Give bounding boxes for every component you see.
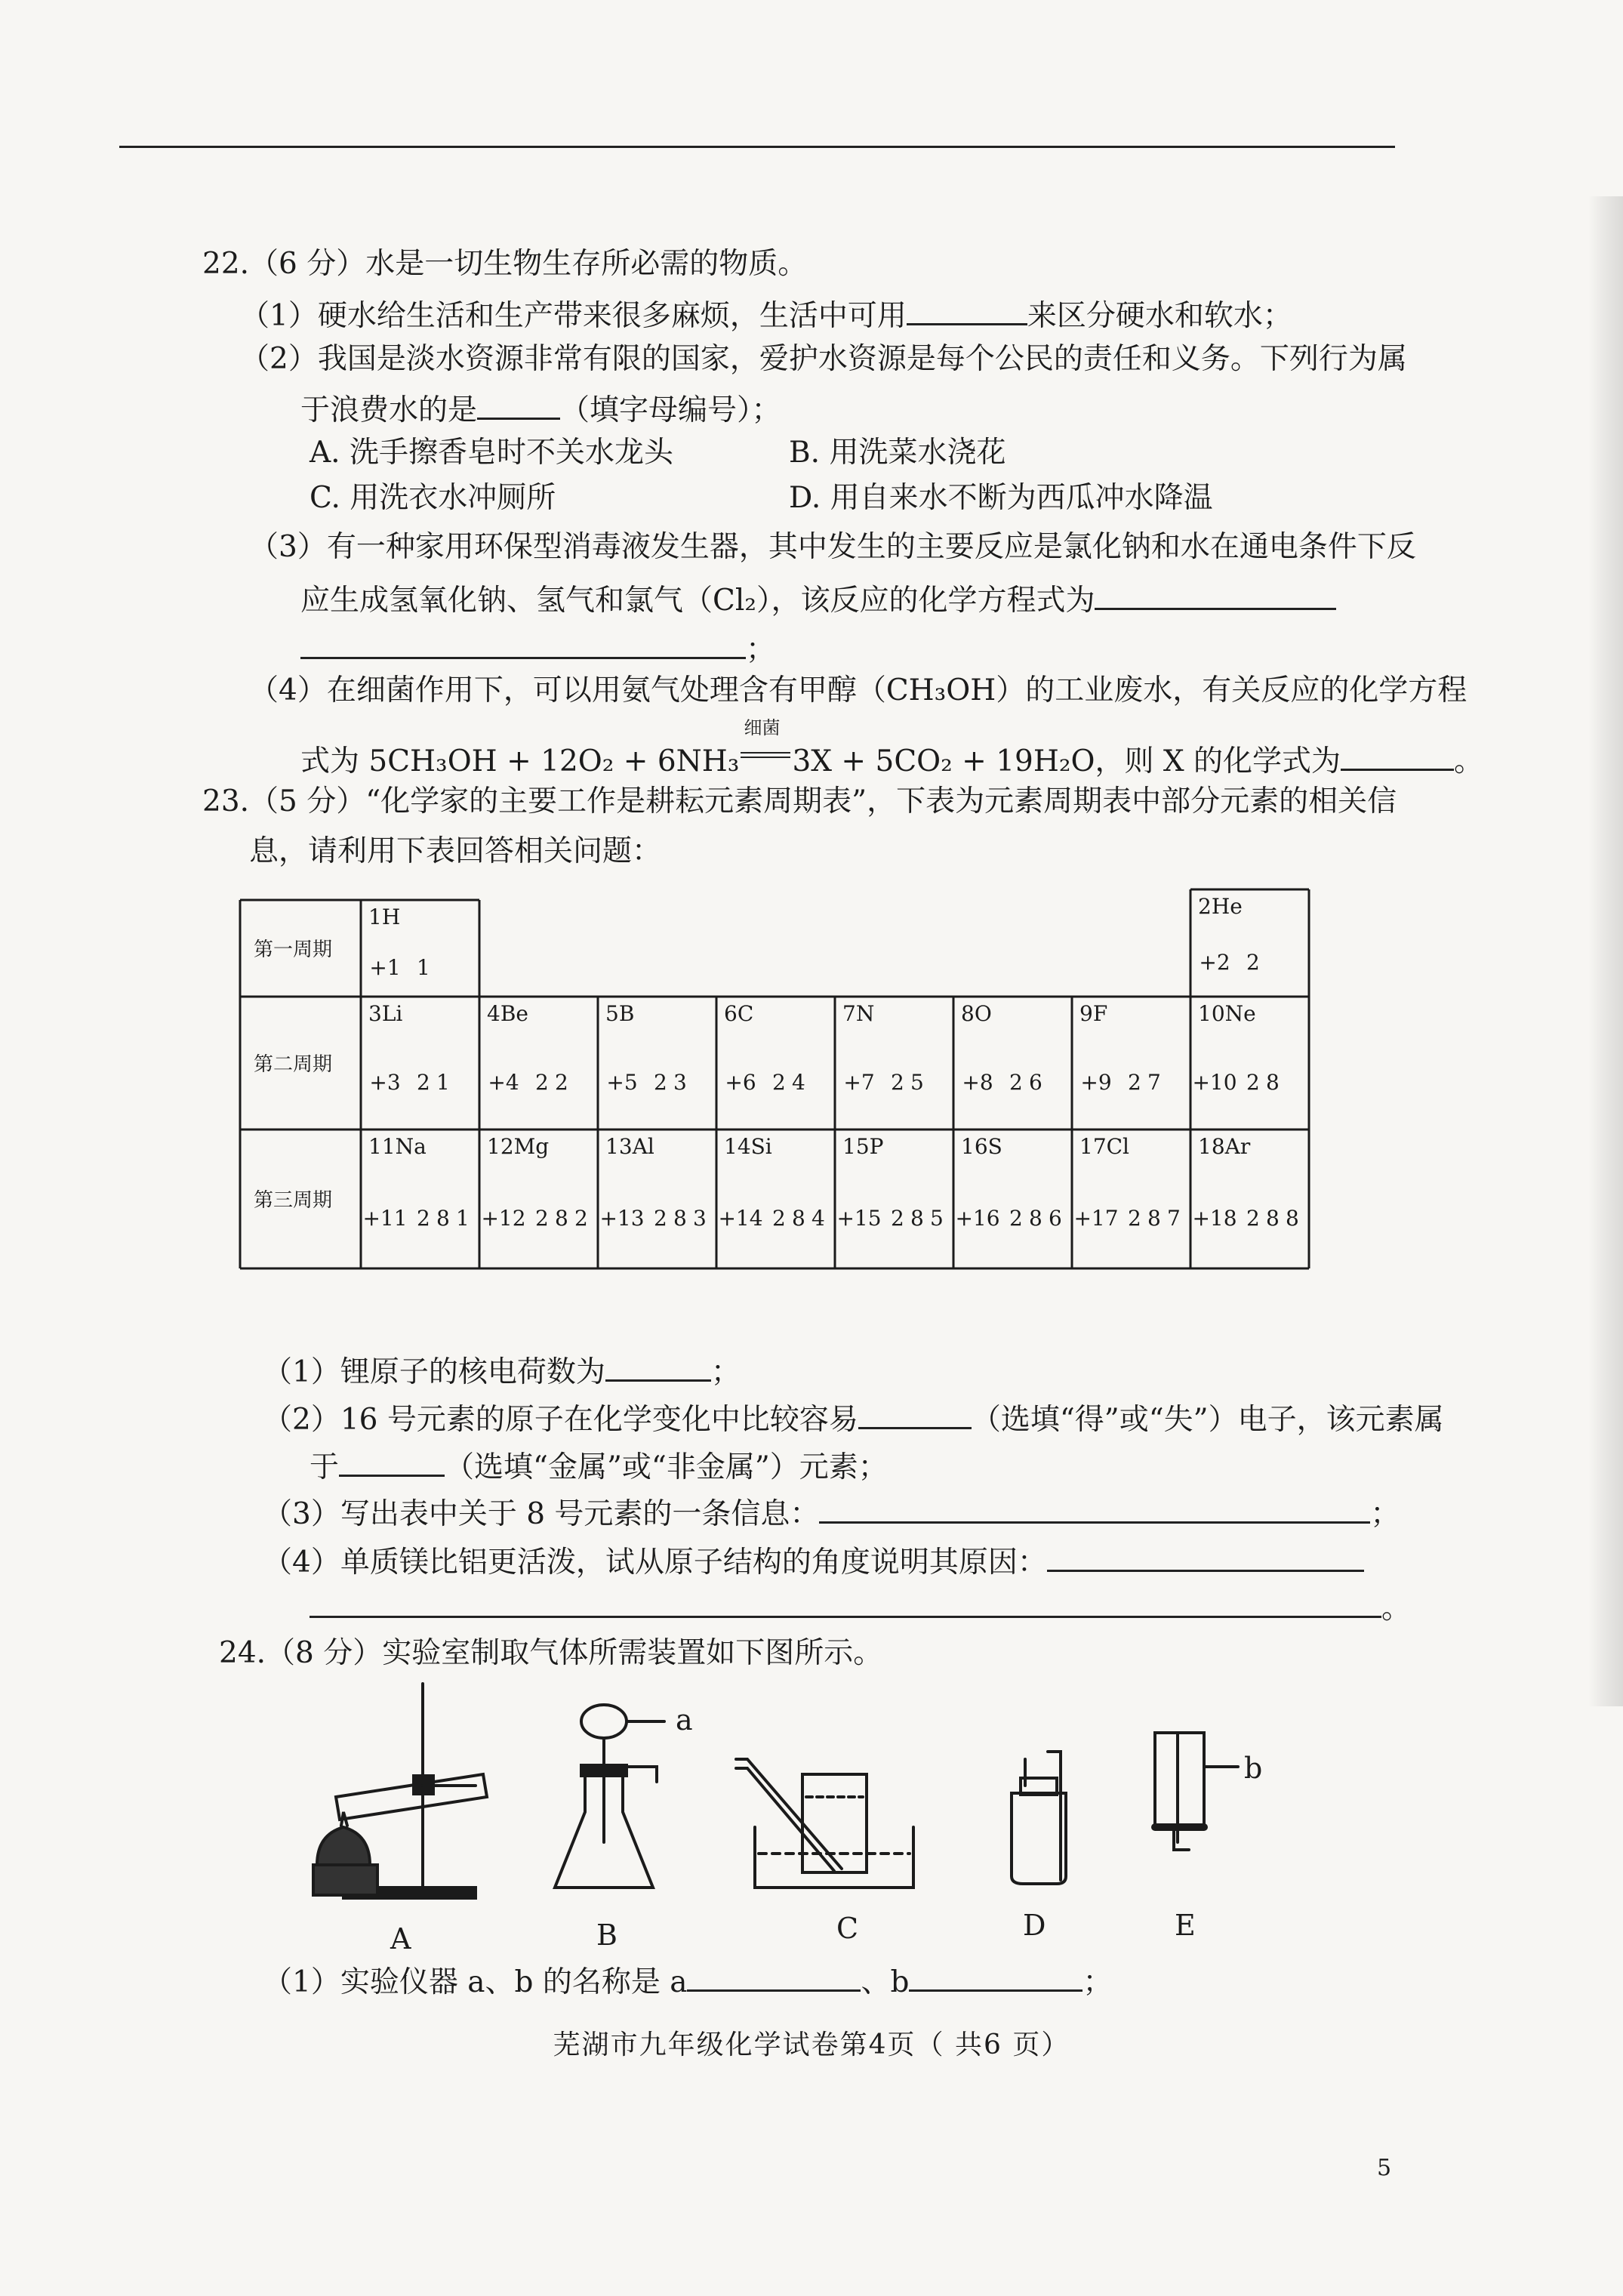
nucleus-charge: +6 [725, 1070, 756, 1095]
element-symbol: 4Be [487, 1001, 528, 1026]
element-symbol: 18Ar [1198, 1134, 1251, 1159]
q22-part3-line3: ； [300, 630, 775, 664]
shell-electron-count: 2 [1009, 1070, 1023, 1095]
q22-part1: （1）硬水给生活和生产带来很多麻烦，生活中可用 来区分硬水和软水； [240, 297, 1292, 331]
q22-option-d: D. 用自来水不断为西瓜冲水降温 [789, 481, 1213, 515]
shell-electron-count: 2 [417, 1070, 430, 1095]
q23-part2-line2: 于 （选填“金属”或“非金属”）元素； [310, 1448, 888, 1482]
nucleus-charge: +7 [843, 1070, 875, 1095]
element-symbol: 17Cl [1079, 1134, 1130, 1159]
nucleus-charge: +18 [1192, 1206, 1237, 1231]
page-number: 5 [1377, 2155, 1392, 2181]
shell-electron-count: 2 [1128, 1206, 1141, 1231]
shell-electron-count: 8 [1029, 1206, 1042, 1231]
nucleus-charge: +2 [1199, 950, 1230, 975]
element-symbol: 2He [1198, 894, 1243, 919]
shell-electron-count: 6 [1029, 1070, 1042, 1095]
shell-electron-count: 8 [555, 1206, 568, 1231]
q22-option-c: C. 用洗衣水冲厕所 [310, 481, 556, 515]
shell-electron-count: 2 [654, 1070, 667, 1095]
q22-part3-line2: 应生成氢氧化钠、氢气和氯气（Cl₂），该反应的化学方程式为 [300, 581, 1336, 615]
shell-electron-count: 5 [910, 1070, 924, 1095]
nucleus-charge: +10 [1192, 1070, 1237, 1095]
element-symbol: 14Si [724, 1134, 772, 1159]
shell-electron-count: 2 [417, 1206, 430, 1231]
q23-part2-line1: （2）16 号元素的原子在化学变化中比较容易 （选填“得”或“失”）电子，该元素属 [263, 1401, 1444, 1435]
q24-stem: 24.（8 分）实验室制取气体所需装置如下图所示。 [219, 1636, 883, 1670]
shell-electron-count: 4 [792, 1070, 805, 1095]
period-label: 第一周期 [254, 938, 333, 961]
shell-electron-count: 4 [812, 1206, 825, 1231]
nucleus-charge: +15 [836, 1206, 882, 1231]
shell-electron-count: 8 [910, 1206, 924, 1231]
shell-electron-count: 8 [1266, 1206, 1280, 1231]
nucleus-charge: +14 [718, 1206, 763, 1231]
nucleus-charge: +4 [488, 1070, 519, 1095]
element-symbol: 10Ne [1198, 1001, 1256, 1026]
shell-electron-count: 6 [1049, 1206, 1062, 1231]
shell-electron-count: 8 [792, 1206, 805, 1231]
apparatus-label-b: B [596, 1918, 617, 1952]
shell-electron-count: 7 [1167, 1206, 1181, 1231]
nucleus-charge: +17 [1073, 1206, 1119, 1231]
q22-part3-line1: （3）有一种家用环保型消毒液发生器，其中发生的主要反应是氯化钠和水在通电条件下反 [249, 530, 1416, 564]
apparatus-label-a: A [390, 1922, 411, 1955]
q24-blank-a[interactable] [687, 1963, 861, 1992]
element-symbol: 7N [842, 1001, 875, 1026]
q23-part3: （3）写出表中关于 8 号元素的一条信息： ； [263, 1495, 1400, 1529]
element-symbol: 5B [605, 1001, 635, 1026]
nucleus-charge: +3 [369, 1070, 401, 1095]
element-symbol: 15P [842, 1134, 884, 1159]
shell-electron-count: 2 [555, 1070, 568, 1095]
shell-electron-count: 2 [535, 1070, 549, 1095]
period-label: 第二周期 [254, 1053, 333, 1076]
element-symbol: 16S [961, 1134, 1002, 1159]
q22-part2-line1: （2）我国是淡水资源非常有限的国家，爱护水资源是每个公民的责任和义务。下列行为属 [240, 342, 1407, 376]
pointer-label-b: b [1244, 1752, 1263, 1785]
pointer-label-a: a [676, 1703, 693, 1737]
element-symbol: 11Na [368, 1134, 427, 1159]
nucleus-charge: +11 [362, 1206, 408, 1231]
apparatus-d-drawing [1012, 1752, 1066, 1884]
element-symbol: 6C [724, 1001, 754, 1026]
q23-part4-line1: （4）单质镁比铝更活泼，试从原子结构的角度说明其原因： [263, 1543, 1364, 1577]
apparatus-c-drawing [736, 1759, 913, 1888]
apparatus-b-drawing [555, 1705, 664, 1888]
shell-electron-count: 8 [436, 1206, 450, 1231]
period-label: 第三周期 [254, 1189, 333, 1212]
apparatus-e-drawing [1155, 1733, 1238, 1850]
q23-stem-line1: 23.（5 分）“化学家的主要工作是耕耘元素周期表”，下表为元素周期表中部分元素的相关信 [202, 784, 1397, 818]
nucleus-charge: +1 [369, 955, 401, 980]
shell-electron-count: 7 [1147, 1070, 1161, 1095]
element-symbol: 1H [368, 905, 401, 929]
shell-electron-count: 2 [1246, 1070, 1260, 1095]
element-symbol: 12Mg [487, 1134, 550, 1159]
shell-electron-count: 2 [1246, 950, 1260, 975]
shell-electron-count: 2 [1128, 1070, 1141, 1095]
q24-blank-b[interactable] [909, 1963, 1083, 1992]
shell-electron-count: 1 [456, 1206, 470, 1231]
apparatus-label-d: D [1023, 1909, 1046, 1942]
q22-part4-line1: （4）在细菌作用下，可以用氨气处理含有甲醇（CH₃OH）的工业废水，有关反应的化学方程 [249, 673, 1467, 707]
shell-electron-count: 8 [1147, 1206, 1161, 1231]
q23-stem-line2: 息，请利用下表回答相关问题： [249, 834, 662, 868]
shell-electron-count: 2 [772, 1070, 786, 1095]
element-symbol: 3Li [368, 1001, 403, 1026]
q22-option-a: A. 洗手擦香皂时不关水龙头 [310, 436, 673, 470]
element-symbol: 9F [1079, 1001, 1108, 1026]
nucleus-charge: +13 [599, 1206, 645, 1231]
nucleus-charge: +12 [481, 1206, 526, 1231]
shell-electron-count: 2 [654, 1206, 667, 1231]
shell-electron-count: 8 [1286, 1206, 1299, 1231]
shell-electron-count: 2 [1009, 1206, 1023, 1231]
element-symbol: 8O [961, 1001, 992, 1026]
q22-stem: 22.（6 分）水是一切生物生存所必需的物质。 [202, 247, 808, 281]
q23-part1: （1）锂原子的核电荷数为 ； [263, 1353, 741, 1387]
shell-electron-count: 1 [436, 1070, 450, 1095]
nucleus-charge: +8 [962, 1070, 993, 1095]
shell-electron-count: 8 [673, 1206, 687, 1231]
nucleus-charge: +16 [955, 1206, 1000, 1231]
shell-electron-count: 2 [772, 1206, 786, 1231]
shell-electron-count: 2 [891, 1206, 904, 1231]
nucleus-charge: +5 [606, 1070, 638, 1095]
q22-option-b: B. 用洗菜水浇花 [789, 436, 1006, 470]
apparatus-label-e: E [1175, 1909, 1196, 1942]
q24-part1: （1）实验仪器 a、b 的名称是 a 、b ； [263, 1963, 1112, 1997]
reaction-condition: 细菌 [739, 741, 792, 771]
shell-electron-count: 3 [693, 1206, 707, 1231]
shell-electron-count: 2 [535, 1206, 549, 1231]
nucleus-charge: +9 [1080, 1070, 1112, 1095]
shell-electron-count: 3 [673, 1070, 687, 1095]
page-footer: 芜湖市九年级化学试卷第4页（ 共6 页） [553, 2029, 1070, 2060]
apparatus-a-drawing [313, 1684, 487, 1898]
shell-electron-count: 2 [574, 1206, 588, 1231]
shell-electron-count: 8 [1266, 1070, 1280, 1095]
element-symbol: 13Al [605, 1134, 654, 1159]
apparatus-label-c: C [836, 1912, 859, 1945]
q23-part4-line2: 。 [310, 1589, 1411, 1623]
shell-electron-count: 5 [930, 1206, 944, 1231]
q22-part2-line2: 于浪费水的是 （填字母编号）； [300, 391, 781, 425]
shell-electron-count: 1 [417, 955, 430, 980]
shell-electron-count: 2 [1246, 1206, 1260, 1231]
q22-part4-line2: 式为 5CH₃OH + 12O₂ + 6NH₃ 细菌 3X + 5CO₂ + 19H₂O，则 X 的化学式为 。 [300, 717, 1484, 778]
shell-electron-count: 2 [891, 1070, 904, 1095]
